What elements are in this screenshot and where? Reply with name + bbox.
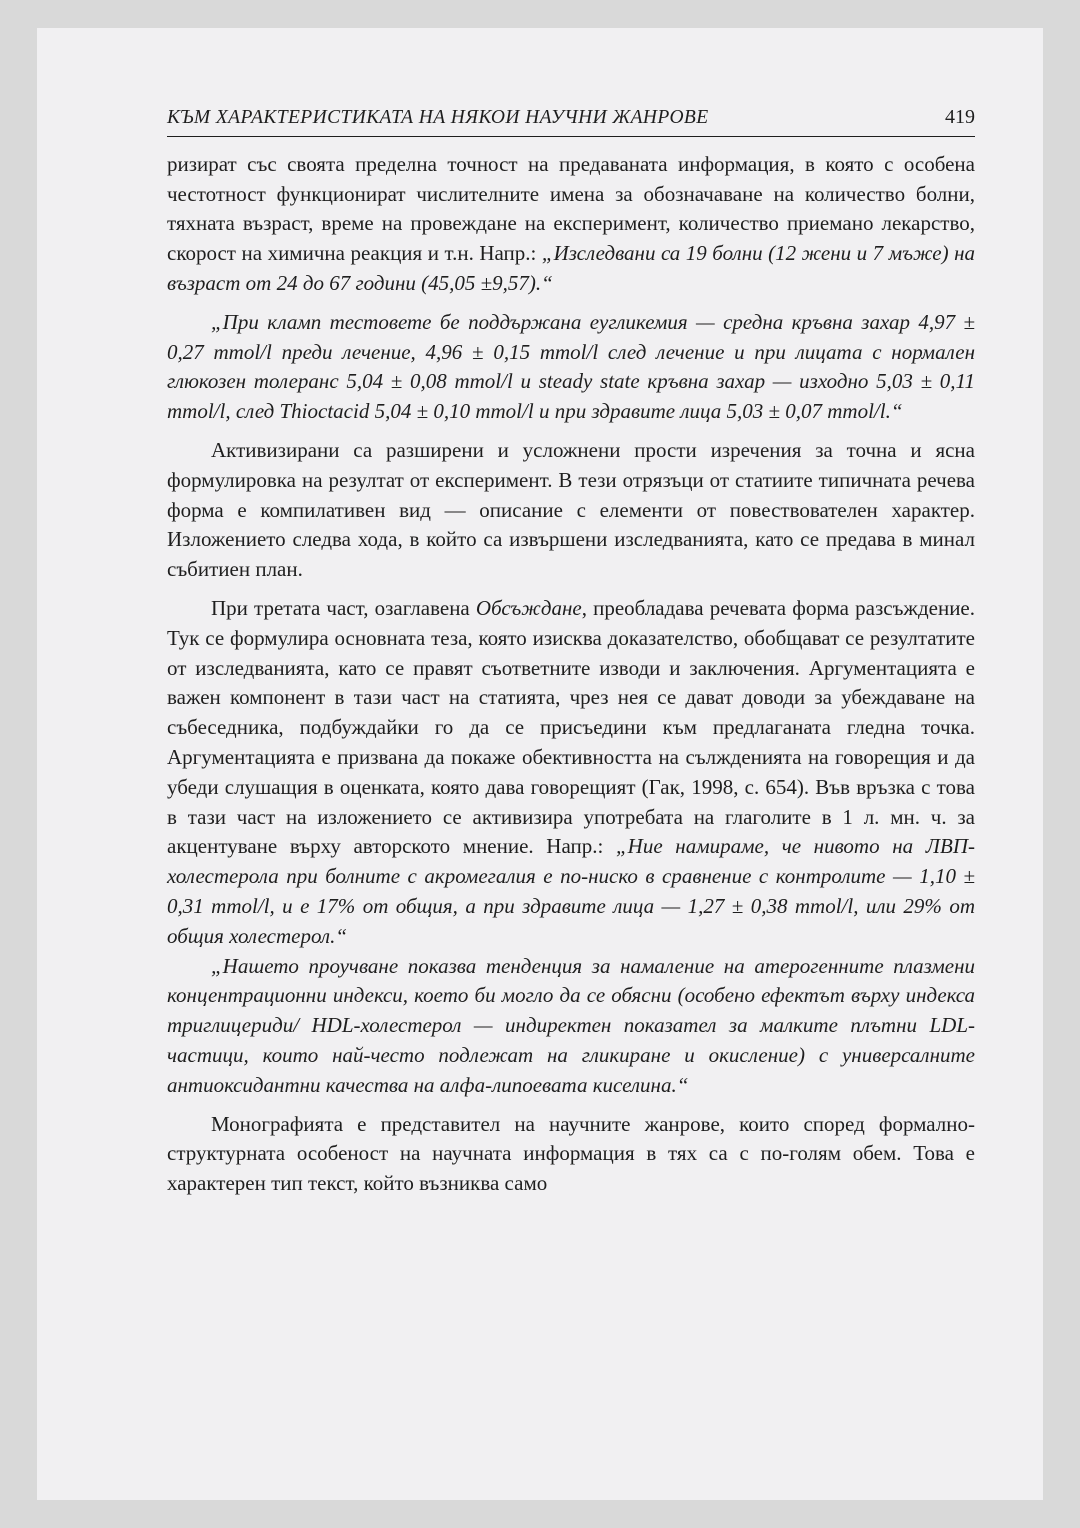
paragraph-4-text-a: При третата част, озаглавена [211,595,476,620]
running-head-title: КЪМ ХАРАКТЕРИСТИКАТА НА НЯКОИ НАУЧНИ ЖАНРОВЕ [167,107,709,128]
paragraph-6: Монографията е представител на научните жанрове, които според формално-структурната особеност на научната информация в тях са с по-голям обем. Това е характерен тип текст, който възниква само [167,1111,975,1196]
paragraph-1 [167,150,975,299]
paragraph-4 [167,594,975,952]
page-number: 419 [945,106,975,128]
paragraph-4-quote: „Ние намираме, че нивото на ЛВП-холестерола при болните с акромегалия е по-ниско в сравнение с контролите — 1,10 ± 0,31 mmol/l, и е 17% от общия, а при здравите лица — 1,27 ± 0,38 mmol/l, или 29% от общия холестерол.“ [167,834,975,948]
paragraph-1-text: ризират със своята пределна точност на предаваната информация, в която с особена честотност функционират числителните имена за обозначаване на количество болни, тяхната възраст, време на провеждане на експеримент, количество приемано лекарство, скорост на химична реакция и т.н. Напр.: [167,151,975,266]
paragraph-1-quote: „Изследвани са 19 болни (12 жени и 7 мъже) на възраст от 24 до 67 години (45,05 ±9,57).“ [167,241,975,295]
paragraph-5 [167,952,975,1101]
paragraph-4-text-b: , преобладава речевата форма разсъждение. Тук се формулира основната теза, която изисква доказателство, обобщават се резултатите от изследванията, като се правят съответните изводи и заключения. Аргументацията е важен компонент в тази част на статията, чрез нея се дават доводи за убеждаване на събеседника, подбуждайки го да се присъедини към предлаганата гледна точка. Аргументацията е призвана да покаже обективността на сължденията на говорещия и да убеди слушащия в оценката, която дава говорещият (Гак, 1998, с. 654). Във връзка с това в тази част на изложението се активизира употребата на глаголите в 1 л. мн. ч. за акцентуване върху авторското мнение. Напр.: [167,595,975,859]
running-head [167,103,975,137]
paragraph-2-quote: „При кламп тестовете бе поддържана еугликемия — средна кръвна захар 4,97 ± 0,27 mmol/l преди лечение, 4,96 ± 0,15 mmol/l след лечение и при лицата с нормален глюкозен толеранс 5,04 ± 0,08 mmol/l и steady state кръвна захар — изходно 5,03 ± 0,11 mmol/l, след Thioctacid 5,04 ± 0,10 mmol/l и при здравите лица 5,03 ± 0,07 mmol/l.“ [167,309,975,424]
paragraph-2 [167,308,975,427]
paragraph-5-quote: „Нашето проучване показва тенденция за намаление на атерогенните плазмени концентрационни индекси, което би могло да се обясни (особено ефектът върху индекса триглицериди/ HDL-холестерол — индиректен показател за малките плътни LDL-частици, които най-често подлежат на гликиране и окисление) с универсалните антиоксидантни качества на алфа-липоевата киселина.“ [167,953,975,1097]
paragraph-4-italic-term: Обсъждане [475,595,582,620]
paragraph-3: Активизирани са разширени и усложнени прости изречения за точна и ясна формулировка на резултат от експеримент. В тези отрязъци от статиите типичната речева форма е компилативен вид — описание с елементи от повествователен характер. Изложението следва хода, в който са извършени изследванията, като се предава в минал събитиен план. [167,437,975,582]
text-block [167,103,975,1199]
book-page [37,28,1043,1500]
